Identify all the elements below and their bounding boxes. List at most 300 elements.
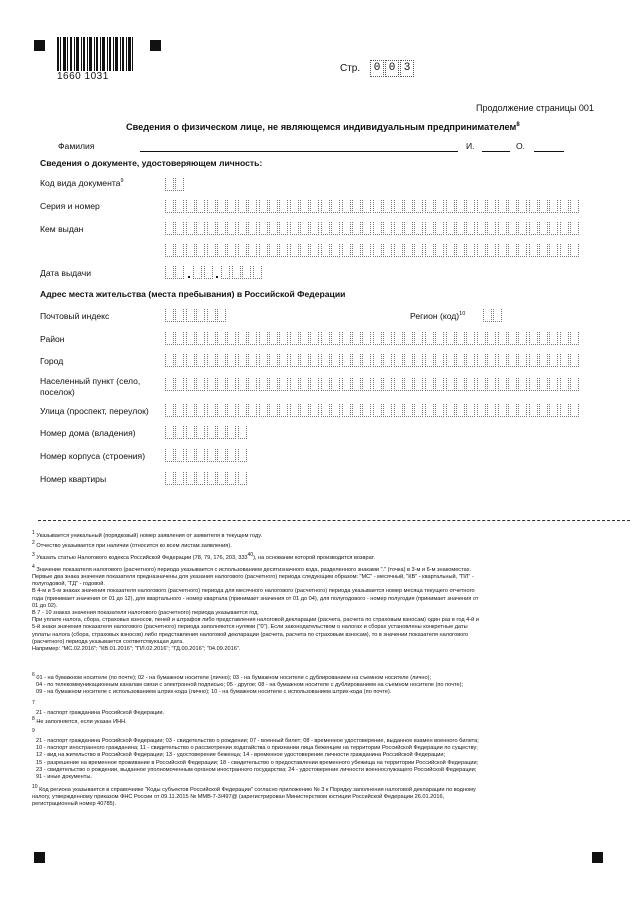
char-cell[interactable] bbox=[175, 378, 184, 391]
char-cell[interactable] bbox=[321, 222, 330, 235]
char-cell[interactable] bbox=[196, 472, 205, 485]
char-cell[interactable] bbox=[238, 200, 247, 213]
char-cell[interactable] bbox=[466, 200, 475, 213]
char-cell[interactable] bbox=[362, 354, 371, 367]
char-cell[interactable] bbox=[518, 378, 527, 391]
issued-by-cells-2[interactable] bbox=[165, 244, 581, 257]
char-cell[interactable] bbox=[498, 354, 507, 367]
char-cell[interactable] bbox=[446, 378, 455, 391]
char-cell[interactable] bbox=[238, 472, 247, 485]
char-cell[interactable] bbox=[227, 244, 236, 257]
char-cell[interactable] bbox=[404, 244, 413, 257]
char-cell[interactable] bbox=[227, 378, 236, 391]
char-cell[interactable] bbox=[383, 244, 392, 257]
char-cell[interactable] bbox=[414, 354, 423, 367]
char-cell[interactable] bbox=[217, 354, 226, 367]
char-cell[interactable] bbox=[269, 222, 278, 235]
char-cell[interactable] bbox=[259, 404, 268, 417]
city-cells[interactable] bbox=[165, 354, 581, 367]
char-cell[interactable] bbox=[310, 378, 319, 391]
char-cell[interactable] bbox=[466, 244, 475, 257]
char-cell[interactable] bbox=[248, 222, 257, 235]
char-cell[interactable] bbox=[310, 354, 319, 367]
char-cell[interactable] bbox=[570, 404, 579, 417]
char-cell[interactable] bbox=[238, 244, 247, 257]
char-cell[interactable] bbox=[248, 354, 257, 367]
char-cell[interactable] bbox=[300, 200, 309, 213]
char-cell[interactable] bbox=[394, 244, 403, 257]
char-cell[interactable] bbox=[508, 378, 517, 391]
char-cell[interactable] bbox=[310, 200, 319, 213]
char-cell[interactable] bbox=[487, 378, 496, 391]
char-cell[interactable] bbox=[186, 222, 195, 235]
char-cell[interactable] bbox=[238, 426, 247, 439]
char-cell[interactable] bbox=[227, 472, 236, 485]
char-cell[interactable] bbox=[227, 200, 236, 213]
char-cell[interactable] bbox=[435, 378, 444, 391]
char-cell[interactable] bbox=[425, 404, 434, 417]
char-cell[interactable] bbox=[204, 266, 213, 279]
char-cell[interactable] bbox=[269, 404, 278, 417]
building-number-cells[interactable] bbox=[165, 449, 248, 462]
char-cell[interactable] bbox=[196, 222, 205, 235]
char-cell[interactable] bbox=[498, 378, 507, 391]
char-cell[interactable] bbox=[493, 309, 502, 322]
char-cell[interactable] bbox=[539, 200, 548, 213]
char-cell[interactable] bbox=[483, 309, 492, 322]
char-cell[interactable] bbox=[165, 222, 174, 235]
char-cell[interactable] bbox=[373, 222, 382, 235]
char-cell[interactable] bbox=[487, 404, 496, 417]
char-cell[interactable] bbox=[362, 244, 371, 257]
char-cell[interactable] bbox=[217, 449, 226, 462]
char-cell[interactable] bbox=[435, 354, 444, 367]
char-cell[interactable] bbox=[446, 404, 455, 417]
char-cell[interactable] bbox=[570, 332, 579, 345]
char-cell[interactable] bbox=[186, 426, 195, 439]
char-cell[interactable] bbox=[331, 200, 340, 213]
char-cell[interactable] bbox=[342, 200, 351, 213]
char-cell[interactable] bbox=[394, 332, 403, 345]
char-cell[interactable] bbox=[227, 449, 236, 462]
char-cell[interactable] bbox=[362, 332, 371, 345]
char-cell[interactable] bbox=[404, 200, 413, 213]
char-cell[interactable] bbox=[362, 378, 371, 391]
char-cell[interactable] bbox=[414, 222, 423, 235]
char-cell[interactable] bbox=[352, 378, 361, 391]
char-cell[interactable] bbox=[529, 200, 538, 213]
char-cell[interactable] bbox=[238, 222, 247, 235]
char-cell[interactable] bbox=[508, 200, 517, 213]
char-cell[interactable] bbox=[498, 332, 507, 345]
char-cell[interactable] bbox=[300, 354, 309, 367]
char-cell[interactable] bbox=[466, 222, 475, 235]
char-cell[interactable] bbox=[290, 354, 299, 367]
char-cell[interactable] bbox=[508, 244, 517, 257]
char-cell[interactable] bbox=[196, 378, 205, 391]
char-cell[interactable] bbox=[186, 200, 195, 213]
initial-o-field[interactable] bbox=[534, 151, 564, 152]
char-cell[interactable] bbox=[425, 200, 434, 213]
char-cell[interactable] bbox=[248, 200, 257, 213]
char-cell[interactable] bbox=[279, 222, 288, 235]
char-cell[interactable] bbox=[394, 404, 403, 417]
char-cell[interactable] bbox=[321, 404, 330, 417]
char-cell[interactable] bbox=[373, 378, 382, 391]
issue-date-cells[interactable] bbox=[165, 266, 263, 279]
char-cell[interactable] bbox=[259, 354, 268, 367]
char-cell[interactable] bbox=[217, 404, 226, 417]
char-cell[interactable] bbox=[207, 354, 216, 367]
char-cell[interactable] bbox=[383, 354, 392, 367]
char-cell[interactable] bbox=[196, 309, 205, 322]
char-cell[interactable] bbox=[253, 266, 262, 279]
char-cell[interactable] bbox=[529, 222, 538, 235]
char-cell[interactable] bbox=[508, 222, 517, 235]
char-cell[interactable] bbox=[321, 244, 330, 257]
char-cell[interactable] bbox=[238, 404, 247, 417]
char-cell[interactable] bbox=[435, 404, 444, 417]
char-cell[interactable] bbox=[539, 354, 548, 367]
char-cell[interactable] bbox=[321, 354, 330, 367]
char-cell[interactable] bbox=[435, 222, 444, 235]
char-cell[interactable] bbox=[373, 354, 382, 367]
char-cell[interactable] bbox=[186, 354, 195, 367]
char-cell[interactable] bbox=[539, 404, 548, 417]
char-cell[interactable] bbox=[362, 200, 371, 213]
char-cell[interactable] bbox=[165, 472, 174, 485]
char-cell[interactable] bbox=[549, 378, 558, 391]
char-cell[interactable] bbox=[456, 222, 465, 235]
char-cell[interactable] bbox=[456, 244, 465, 257]
char-cell[interactable] bbox=[570, 378, 579, 391]
char-cell[interactable] bbox=[477, 332, 486, 345]
char-cell[interactable] bbox=[352, 354, 361, 367]
char-cell[interactable] bbox=[394, 378, 403, 391]
char-cell[interactable] bbox=[165, 354, 174, 367]
char-cell[interactable] bbox=[196, 449, 205, 462]
char-cell[interactable] bbox=[175, 178, 184, 191]
char-cell[interactable] bbox=[425, 244, 434, 257]
char-cell[interactable] bbox=[196, 332, 205, 345]
char-cell[interactable] bbox=[414, 244, 423, 257]
char-cell[interactable] bbox=[165, 426, 174, 439]
char-cell[interactable] bbox=[477, 222, 486, 235]
char-cell[interactable] bbox=[175, 354, 184, 367]
char-cell[interactable] bbox=[217, 472, 226, 485]
char-cell[interactable] bbox=[518, 200, 527, 213]
char-cell[interactable] bbox=[186, 378, 195, 391]
char-cell[interactable] bbox=[217, 222, 226, 235]
char-cell[interactable] bbox=[518, 354, 527, 367]
char-cell[interactable] bbox=[207, 332, 216, 345]
char-cell[interactable] bbox=[290, 404, 299, 417]
char-cell[interactable] bbox=[477, 354, 486, 367]
char-cell[interactable] bbox=[207, 200, 216, 213]
char-cell[interactable] bbox=[446, 222, 455, 235]
char-cell[interactable] bbox=[425, 332, 434, 345]
char-cell[interactable] bbox=[518, 244, 527, 257]
char-cell[interactable] bbox=[373, 244, 382, 257]
char-cell[interactable] bbox=[279, 332, 288, 345]
char-cell[interactable] bbox=[560, 404, 569, 417]
district-cells[interactable] bbox=[165, 332, 581, 345]
char-cell[interactable] bbox=[435, 200, 444, 213]
char-cell[interactable] bbox=[456, 378, 465, 391]
char-cell[interactable] bbox=[310, 244, 319, 257]
char-cell[interactable] bbox=[331, 222, 340, 235]
char-cell[interactable] bbox=[487, 200, 496, 213]
char-cell[interactable] bbox=[227, 426, 236, 439]
char-cell[interactable] bbox=[456, 200, 465, 213]
char-cell[interactable] bbox=[477, 244, 486, 257]
char-cell[interactable] bbox=[175, 244, 184, 257]
char-cell[interactable] bbox=[207, 449, 216, 462]
char-cell[interactable] bbox=[217, 200, 226, 213]
char-cell[interactable] bbox=[259, 222, 268, 235]
char-cell[interactable] bbox=[310, 222, 319, 235]
char-cell[interactable] bbox=[279, 244, 288, 257]
char-cell[interactable] bbox=[175, 332, 184, 345]
char-cell[interactable] bbox=[238, 332, 247, 345]
char-cell[interactable] bbox=[549, 354, 558, 367]
char-cell[interactable] bbox=[342, 378, 351, 391]
char-cell[interactable] bbox=[487, 332, 496, 345]
char-cell[interactable] bbox=[207, 222, 216, 235]
char-cell[interactable] bbox=[539, 222, 548, 235]
char-cell[interactable] bbox=[560, 200, 569, 213]
char-cell[interactable] bbox=[196, 244, 205, 257]
issued-by-cells-1[interactable] bbox=[165, 222, 581, 235]
char-cell[interactable] bbox=[310, 404, 319, 417]
char-cell[interactable] bbox=[248, 332, 257, 345]
char-cell[interactable] bbox=[404, 378, 413, 391]
char-cell[interactable] bbox=[498, 222, 507, 235]
char-cell[interactable] bbox=[165, 378, 174, 391]
char-cell[interactable] bbox=[529, 244, 538, 257]
char-cell[interactable] bbox=[279, 200, 288, 213]
char-cell[interactable] bbox=[383, 332, 392, 345]
char-cell[interactable] bbox=[186, 449, 195, 462]
char-cell[interactable] bbox=[175, 426, 184, 439]
char-cell[interactable] bbox=[404, 222, 413, 235]
char-cell[interactable] bbox=[331, 354, 340, 367]
char-cell[interactable] bbox=[196, 354, 205, 367]
char-cell[interactable] bbox=[193, 266, 202, 279]
surname-field[interactable] bbox=[140, 151, 458, 152]
char-cell[interactable] bbox=[373, 404, 382, 417]
char-cell[interactable] bbox=[342, 354, 351, 367]
char-cell[interactable] bbox=[165, 332, 174, 345]
char-cell[interactable] bbox=[435, 244, 444, 257]
char-cell[interactable] bbox=[242, 266, 251, 279]
char-cell[interactable] bbox=[446, 244, 455, 257]
char-cell[interactable] bbox=[342, 244, 351, 257]
char-cell[interactable] bbox=[466, 354, 475, 367]
char-cell[interactable] bbox=[394, 222, 403, 235]
char-cell[interactable] bbox=[498, 244, 507, 257]
char-cell[interactable] bbox=[165, 244, 174, 257]
char-cell[interactable] bbox=[165, 200, 174, 213]
char-cell[interactable] bbox=[207, 244, 216, 257]
char-cell[interactable] bbox=[549, 404, 558, 417]
char-cell[interactable] bbox=[248, 404, 257, 417]
char-cell[interactable] bbox=[165, 266, 174, 279]
char-cell[interactable] bbox=[165, 309, 174, 322]
char-cell[interactable] bbox=[217, 426, 226, 439]
char-cell[interactable] bbox=[269, 332, 278, 345]
char-cell[interactable] bbox=[207, 472, 216, 485]
char-cell[interactable] bbox=[570, 354, 579, 367]
char-cell[interactable] bbox=[310, 332, 319, 345]
char-cell[interactable] bbox=[300, 404, 309, 417]
char-cell[interactable] bbox=[435, 332, 444, 345]
char-cell[interactable] bbox=[570, 222, 579, 235]
char-cell[interactable] bbox=[529, 404, 538, 417]
char-cell[interactable] bbox=[175, 200, 184, 213]
char-cell[interactable] bbox=[570, 244, 579, 257]
char-cell[interactable] bbox=[300, 244, 309, 257]
char-cell[interactable] bbox=[321, 200, 330, 213]
char-cell[interactable] bbox=[404, 354, 413, 367]
char-cell[interactable] bbox=[331, 244, 340, 257]
char-cell[interactable] bbox=[207, 404, 216, 417]
char-cell[interactable] bbox=[232, 266, 241, 279]
flat-number-cells[interactable] bbox=[165, 472, 248, 485]
char-cell[interactable] bbox=[175, 309, 184, 322]
char-cell[interactable] bbox=[165, 404, 174, 417]
char-cell[interactable] bbox=[529, 354, 538, 367]
char-cell[interactable] bbox=[227, 222, 236, 235]
char-cell[interactable] bbox=[456, 354, 465, 367]
char-cell[interactable] bbox=[175, 449, 184, 462]
char-cell[interactable] bbox=[414, 200, 423, 213]
char-cell[interactable] bbox=[414, 404, 423, 417]
series-number-cells[interactable] bbox=[165, 200, 581, 213]
char-cell[interactable] bbox=[165, 178, 174, 191]
char-cell[interactable] bbox=[186, 404, 195, 417]
char-cell[interactable] bbox=[508, 332, 517, 345]
char-cell[interactable] bbox=[221, 266, 230, 279]
char-cell[interactable] bbox=[529, 378, 538, 391]
street-cells[interactable] bbox=[165, 404, 581, 417]
char-cell[interactable] bbox=[549, 222, 558, 235]
char-cell[interactable] bbox=[508, 404, 517, 417]
char-cell[interactable] bbox=[446, 332, 455, 345]
char-cell[interactable] bbox=[331, 332, 340, 345]
char-cell[interactable] bbox=[248, 244, 257, 257]
char-cell[interactable] bbox=[466, 404, 475, 417]
char-cell[interactable] bbox=[300, 378, 309, 391]
char-cell[interactable] bbox=[425, 378, 434, 391]
char-cell[interactable] bbox=[487, 222, 496, 235]
char-cell[interactable] bbox=[227, 354, 236, 367]
char-cell[interactable] bbox=[560, 378, 569, 391]
char-cell[interactable] bbox=[560, 354, 569, 367]
char-cell[interactable] bbox=[290, 332, 299, 345]
char-cell[interactable] bbox=[259, 332, 268, 345]
char-cell[interactable] bbox=[570, 200, 579, 213]
char-cell[interactable] bbox=[227, 332, 236, 345]
char-cell[interactable] bbox=[487, 244, 496, 257]
char-cell[interactable] bbox=[342, 404, 351, 417]
char-cell[interactable] bbox=[560, 244, 569, 257]
char-cell[interactable] bbox=[518, 222, 527, 235]
char-cell[interactable] bbox=[279, 354, 288, 367]
char-cell[interactable] bbox=[238, 378, 247, 391]
char-cell[interactable] bbox=[342, 332, 351, 345]
char-cell[interactable] bbox=[186, 309, 195, 322]
char-cell[interactable] bbox=[196, 200, 205, 213]
char-cell[interactable] bbox=[290, 378, 299, 391]
char-cell[interactable] bbox=[414, 332, 423, 345]
char-cell[interactable] bbox=[259, 200, 268, 213]
char-cell[interactable] bbox=[498, 200, 507, 213]
char-cell[interactable] bbox=[290, 200, 299, 213]
char-cell[interactable] bbox=[352, 222, 361, 235]
char-cell[interactable] bbox=[529, 332, 538, 345]
char-cell[interactable] bbox=[394, 200, 403, 213]
postal-code-cells[interactable] bbox=[165, 309, 227, 322]
char-cell[interactable] bbox=[165, 449, 174, 462]
char-cell[interactable] bbox=[383, 404, 392, 417]
char-cell[interactable] bbox=[217, 378, 226, 391]
char-cell[interactable] bbox=[373, 200, 382, 213]
char-cell[interactable] bbox=[269, 244, 278, 257]
char-cell[interactable] bbox=[404, 404, 413, 417]
initial-i-field[interactable] bbox=[482, 151, 510, 152]
char-cell[interactable] bbox=[175, 472, 184, 485]
char-cell[interactable] bbox=[207, 378, 216, 391]
char-cell[interactable] bbox=[279, 404, 288, 417]
char-cell[interactable] bbox=[352, 332, 361, 345]
char-cell[interactable] bbox=[321, 378, 330, 391]
char-cell[interactable] bbox=[300, 332, 309, 345]
char-cell[interactable] bbox=[425, 222, 434, 235]
char-cell[interactable] bbox=[290, 244, 299, 257]
char-cell[interactable] bbox=[186, 472, 195, 485]
char-cell[interactable] bbox=[487, 354, 496, 367]
char-cell[interactable] bbox=[175, 222, 184, 235]
char-cell[interactable] bbox=[227, 404, 236, 417]
char-cell[interactable] bbox=[269, 378, 278, 391]
char-cell[interactable] bbox=[373, 332, 382, 345]
char-cell[interactable] bbox=[238, 354, 247, 367]
char-cell[interactable] bbox=[331, 378, 340, 391]
char-cell[interactable] bbox=[456, 332, 465, 345]
char-cell[interactable] bbox=[414, 378, 423, 391]
char-cell[interactable] bbox=[383, 200, 392, 213]
house-number-cells[interactable] bbox=[165, 426, 248, 439]
char-cell[interactable] bbox=[383, 222, 392, 235]
char-cell[interactable] bbox=[352, 200, 361, 213]
char-cell[interactable] bbox=[425, 354, 434, 367]
char-cell[interactable] bbox=[549, 200, 558, 213]
char-cell[interactable] bbox=[518, 332, 527, 345]
char-cell[interactable] bbox=[549, 244, 558, 257]
char-cell[interactable] bbox=[508, 354, 517, 367]
char-cell[interactable] bbox=[477, 404, 486, 417]
char-cell[interactable] bbox=[539, 378, 548, 391]
char-cell[interactable] bbox=[248, 378, 257, 391]
locality-cells[interactable] bbox=[165, 378, 581, 391]
doc-code-cells[interactable] bbox=[165, 178, 186, 191]
char-cell[interactable] bbox=[217, 332, 226, 345]
char-cell[interactable] bbox=[196, 404, 205, 417]
char-cell[interactable] bbox=[186, 332, 195, 345]
char-cell[interactable] bbox=[321, 332, 330, 345]
char-cell[interactable] bbox=[342, 222, 351, 235]
